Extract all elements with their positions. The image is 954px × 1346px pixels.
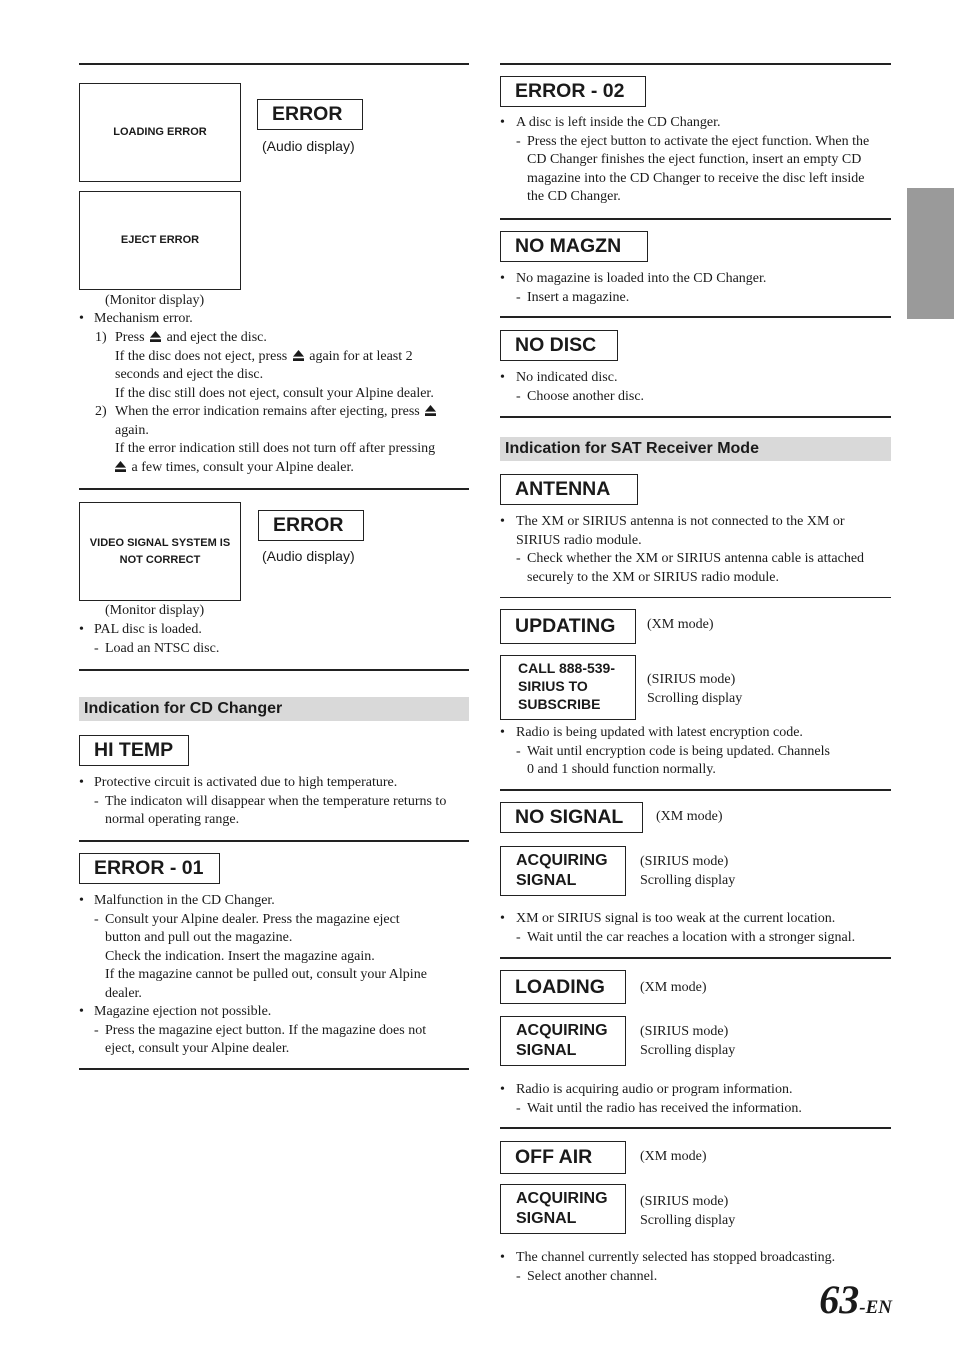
bullet: • xyxy=(500,1082,505,1097)
sirius-subscribe-display: CALL 888-539- SIRIUS TO SUBSCRIBE xyxy=(500,655,636,720)
xm-mode-caption: (XM mode) xyxy=(640,1149,707,1164)
error-01-label: ERROR - 01 xyxy=(79,853,220,884)
bullet: • xyxy=(500,271,505,286)
no-signal-label: NO SIGNAL xyxy=(500,802,643,833)
eject-icon xyxy=(293,350,304,361)
top-rule-right xyxy=(500,63,891,65)
error-label: ERROR xyxy=(257,99,363,130)
loading-label: LOADING xyxy=(500,970,626,1004)
scrolling-display-caption: Scrolling display xyxy=(647,691,743,706)
bullet: • xyxy=(79,893,84,908)
divider xyxy=(79,488,469,490)
scrolling-display-caption: Scrolling display xyxy=(640,873,736,888)
acquiring-signal-display: ACQUIRING SIGNAL xyxy=(500,1016,626,1066)
xm-mode-caption: (XM mode) xyxy=(656,809,723,824)
loading-error-monitor xyxy=(79,83,241,182)
audio-display-caption: (Audio display) xyxy=(262,138,355,154)
divider xyxy=(500,416,891,418)
divider xyxy=(500,957,891,959)
section-heading-cd-changer: Indication for CD Changer xyxy=(79,697,469,721)
scrolling-display-caption: Scrolling display xyxy=(640,1213,736,1228)
bullet: • xyxy=(79,311,84,326)
monitor-text: EJECT ERROR xyxy=(120,234,200,246)
audio-display-caption: (Audio display) xyxy=(262,548,355,564)
off-air-label: OFF AIR xyxy=(500,1141,626,1174)
hi-temp-label: HI TEMP xyxy=(79,735,189,766)
bullet: • xyxy=(500,115,505,130)
bullet: • xyxy=(79,622,84,637)
scrolling-display-caption: Scrolling display xyxy=(640,1043,736,1058)
bullet: • xyxy=(500,370,505,385)
monitor-text: LOADING ERROR xyxy=(113,126,207,138)
xm-mode-caption: (XM mode) xyxy=(647,617,714,632)
divider xyxy=(500,789,891,791)
bullet: • xyxy=(79,775,84,790)
section-tab xyxy=(907,188,954,319)
divider xyxy=(500,218,891,220)
page-number xyxy=(819,1276,892,1332)
section-heading-sat-receiver: Indication for SAT Receiver Mode xyxy=(500,437,891,461)
monitor-display-caption: (Monitor display) xyxy=(105,603,205,618)
divider xyxy=(500,316,891,318)
error-label: ERROR xyxy=(258,510,364,541)
acquiring-signal-display: ACQUIRING SIGNAL xyxy=(500,846,626,896)
bottom-rule-left xyxy=(79,1068,469,1070)
bullet: • xyxy=(79,1004,84,1019)
error-02-label: ERROR - 02 xyxy=(500,76,646,107)
eject-icon xyxy=(150,331,161,342)
divider xyxy=(500,597,891,598)
monitor-text: VIDEO SIGNAL SYSTEM IS NOT CORRECT xyxy=(89,536,231,566)
sirius-mode-caption: (SIRIUS mode) xyxy=(640,1194,729,1209)
bullet: • xyxy=(500,911,505,926)
page-number-suffix: -EN xyxy=(859,1297,892,1318)
eject-icon xyxy=(115,461,126,472)
acquiring-signal-display: ACQUIRING SIGNAL xyxy=(500,1184,626,1234)
monitor-display-caption: (Monitor display) xyxy=(105,293,205,308)
eject-icon xyxy=(425,405,436,416)
sirius-mode-caption: (SIRIUS mode) xyxy=(640,854,729,869)
divider xyxy=(79,669,469,671)
page-number-value: 63 xyxy=(819,1277,860,1322)
bullet: • xyxy=(500,1250,505,1265)
no-disc-label: NO DISC xyxy=(500,330,618,361)
sirius-mode-caption: (SIRIUS mode) xyxy=(640,1024,729,1039)
antenna-label: ANTENNA xyxy=(500,474,638,505)
video-signal-monitor xyxy=(79,502,241,601)
divider xyxy=(500,1127,891,1129)
eject-error-monitor xyxy=(79,191,241,290)
updating-label: UPDATING xyxy=(500,609,636,644)
bullet: • xyxy=(500,725,505,740)
xm-mode-caption: (XM mode) xyxy=(640,980,707,995)
no-magzn-label: NO MAGZN xyxy=(500,231,648,262)
bullet: • xyxy=(500,514,505,529)
sirius-mode-caption: (SIRIUS mode) xyxy=(647,672,736,687)
top-rule-left xyxy=(79,63,469,65)
divider xyxy=(79,840,469,842)
